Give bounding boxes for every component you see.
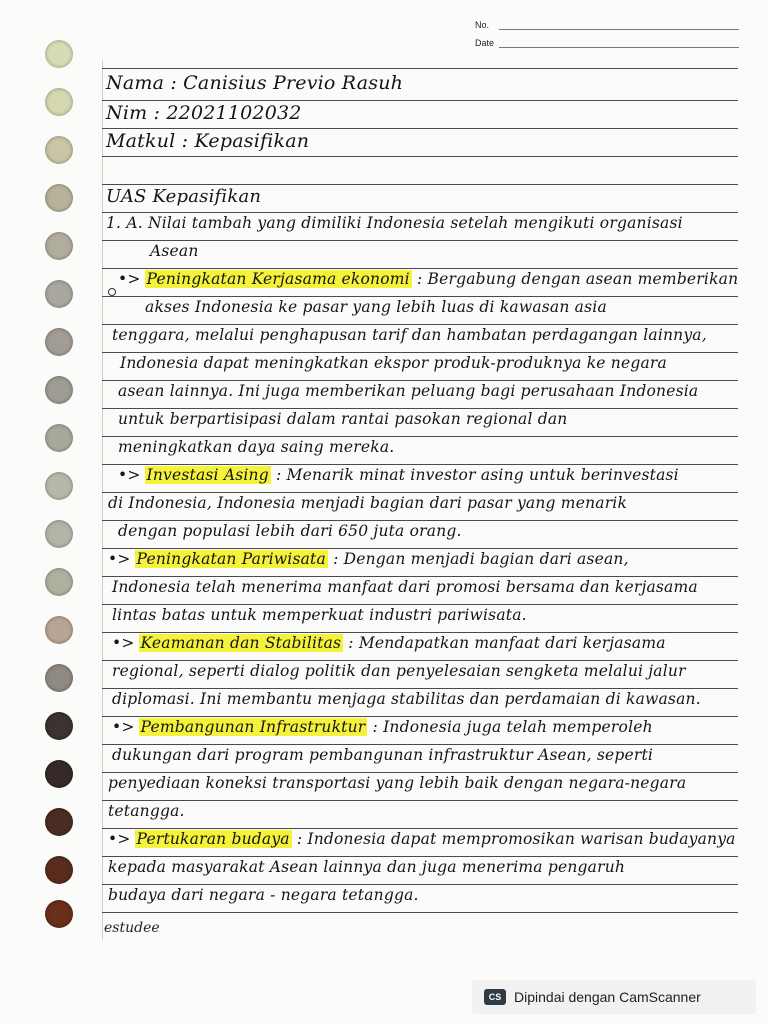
binder-hole bbox=[45, 136, 73, 164]
section-5-heading-line bbox=[112, 718, 653, 744]
section-6-heading-line bbox=[108, 830, 736, 856]
ruled-line bbox=[102, 240, 738, 241]
section-4-title: Keamanan dan Stabilitas bbox=[140, 634, 342, 652]
binder-hole bbox=[45, 40, 73, 68]
section-2-title: Investasi Asing bbox=[146, 466, 269, 484]
ruled-line bbox=[102, 156, 738, 157]
ruled-line bbox=[102, 184, 738, 185]
binder-hole bbox=[45, 900, 73, 928]
binder-hole bbox=[45, 616, 73, 644]
camscanner-logo-icon: CS bbox=[484, 989, 506, 1005]
section-3-first-text: : Dengan menjadi bagian dari asean, bbox=[327, 550, 629, 568]
ruled-line bbox=[102, 688, 738, 689]
bullet-arrow-icon: •> bbox=[108, 830, 131, 848]
section-5-line: tetangga. bbox=[108, 802, 185, 820]
course-line: Matkul : Kepasifikan bbox=[106, 130, 310, 152]
binder-hole bbox=[45, 424, 73, 452]
ruled-line bbox=[102, 800, 738, 801]
section-1-line: akses Indonesia ke pasar yang lebih luas di kawasan asia bbox=[145, 298, 607, 316]
binder-holes bbox=[0, 0, 100, 1024]
ruled-line bbox=[102, 464, 738, 465]
binder-hole bbox=[45, 568, 73, 596]
ruled-line bbox=[102, 912, 738, 913]
bullet-arrow-icon: •> bbox=[112, 634, 135, 652]
ruled-line bbox=[102, 352, 738, 353]
section-3-title: Peningkatan Pariwisata bbox=[136, 550, 326, 568]
ruled-line bbox=[102, 408, 738, 409]
ruled-line bbox=[102, 436, 738, 437]
section-5-line: penyediaan koneksi transportasi yang lebih baik dengan negara-negara bbox=[108, 774, 687, 792]
section-5-title: Pembangunan Infrastruktur bbox=[140, 718, 366, 736]
date-field bbox=[475, 38, 494, 56]
bullet-arrow-icon: •> bbox=[118, 270, 141, 288]
ruled-line bbox=[102, 212, 738, 213]
ruled-line bbox=[102, 660, 738, 661]
ruled-line bbox=[102, 268, 738, 269]
binder-hole bbox=[45, 856, 73, 884]
binder-hole bbox=[45, 712, 73, 740]
section-4-line: regional, seperti dialog politik dan penyelesaian sengketa melalui jalur bbox=[112, 662, 686, 680]
ruled-line bbox=[102, 772, 738, 773]
question-line-1: 1. A. Nilai tambah yang dimiliki Indonesia setelah mengikuti organisasi bbox=[106, 214, 683, 232]
binder-hole bbox=[45, 808, 73, 836]
binder-hole bbox=[45, 232, 73, 260]
section-3-line: lintas batas untuk memperkuat industri pariwisata. bbox=[112, 606, 527, 624]
section-6-title: Pertukaran budaya bbox=[136, 830, 290, 848]
section-1-first-text: : Bergabung dengan asean memberikan bbox=[411, 270, 739, 288]
exam-heading: UAS Kepasifikan bbox=[106, 186, 262, 207]
section-6-line: budaya dari negara - negara tetangga. bbox=[108, 886, 419, 904]
section-5-first-text: : Indonesia juga telah memperoleh bbox=[367, 718, 653, 736]
binder-hole bbox=[45, 88, 73, 116]
section-3-heading-line bbox=[108, 550, 629, 576]
binder-hole bbox=[45, 184, 73, 212]
section-6-line: kepada masyarakat Asean lainnya dan juga menerima pengaruh bbox=[108, 858, 626, 876]
ruled-line bbox=[102, 520, 738, 521]
date-label: Date bbox=[475, 38, 495, 48]
section-5-line: dukungan dari program pembangunan infrastruktur Asean, seperti bbox=[112, 746, 654, 764]
section-2-line: di Indonesia, Indonesia menjadi bagian dari pasar yang menarik bbox=[108, 494, 628, 512]
section-6-first-text: : Indonesia dapat mempromosikan warisan budayanya bbox=[291, 830, 736, 848]
no-date-header bbox=[475, 20, 494, 56]
ruled-line bbox=[102, 716, 738, 717]
ruled-line bbox=[102, 884, 738, 885]
camscanner-watermark bbox=[472, 980, 756, 1014]
bullet-arrow-icon: •> bbox=[118, 466, 141, 484]
section-3-line: Indonesia telah menerima manfaat dari promosi bersama dan kerjasama bbox=[112, 578, 698, 596]
bullet-arrow-icon: •> bbox=[112, 718, 135, 736]
ruled-line bbox=[102, 576, 738, 577]
margin-circle-mark bbox=[108, 288, 116, 296]
ruled-line bbox=[102, 632, 738, 633]
section-4-first-text: : Mendapatkan manfaat dari kerjasama bbox=[343, 634, 666, 652]
section-4-line: diplomasi. Ini membantu menjaga stabilitas dan perdamaian di kawasan. bbox=[112, 690, 701, 708]
bullet-arrow-icon: •> bbox=[108, 550, 131, 568]
section-1-line: tenggara, melalui penghapusan tarif dan hambatan perdagangan lainnya, bbox=[112, 326, 707, 344]
ruled-line bbox=[102, 128, 738, 129]
ruled-line bbox=[102, 744, 738, 745]
question-line-2: Asean bbox=[150, 242, 199, 260]
section-1-title: Peningkatan Kerjasama ekonomi bbox=[146, 270, 410, 288]
section-1-line: meningkatkan daya saing mereka. bbox=[118, 438, 395, 456]
binder-hole bbox=[45, 328, 73, 356]
binder-hole bbox=[45, 520, 73, 548]
signature: estudee bbox=[104, 920, 160, 936]
section-1-line: Indonesia dapat meningkatkan ekspor produk-produknya ke negara bbox=[120, 354, 667, 372]
section-1-heading-line bbox=[118, 270, 738, 296]
camscanner-text: Dipindai dengan CamScanner bbox=[514, 989, 701, 1005]
nim-line: Nim : 22021102032 bbox=[106, 102, 302, 124]
ruled-line bbox=[102, 296, 738, 297]
section-2-line: dengan populasi lebih dari 650 juta orang. bbox=[118, 522, 462, 540]
name-line: Nama : Canisius Previo Rasuh bbox=[106, 72, 404, 94]
binder-hole bbox=[45, 280, 73, 308]
ruled-line bbox=[102, 492, 738, 493]
margin-line bbox=[102, 60, 103, 940]
ruled-line bbox=[102, 548, 738, 549]
ruled-line bbox=[102, 324, 738, 325]
no-label: No. bbox=[475, 20, 490, 30]
section-4-heading-line bbox=[112, 634, 666, 660]
ruled-line bbox=[102, 100, 738, 101]
ruled-line bbox=[102, 380, 738, 381]
binder-hole bbox=[45, 376, 73, 404]
binder-hole bbox=[45, 472, 73, 500]
ruled-line bbox=[102, 604, 738, 605]
section-2-first-text: : Menarik minat investor asing untuk berinvestasi bbox=[270, 466, 679, 484]
ruled-line bbox=[102, 856, 738, 857]
ruled-line bbox=[102, 828, 738, 829]
binder-hole bbox=[45, 760, 73, 788]
no-field bbox=[475, 20, 494, 38]
section-2-heading-line bbox=[118, 466, 679, 492]
binder-hole bbox=[45, 664, 73, 692]
section-1-line: untuk berpartisipasi dalam rantai pasokan regional dan bbox=[118, 410, 568, 428]
ruled-line bbox=[102, 68, 738, 69]
section-1-line: asean lainnya. Ini juga memberikan peluang bagi perusahaan Indonesia bbox=[118, 382, 699, 400]
